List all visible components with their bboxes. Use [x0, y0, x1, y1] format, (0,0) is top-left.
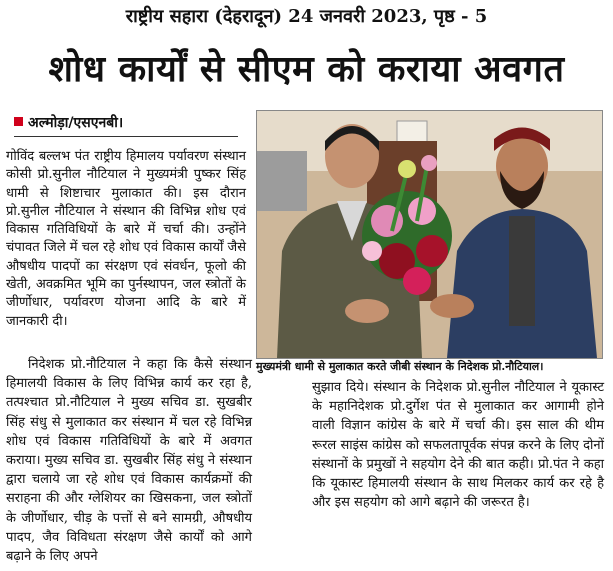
dateline-text: अल्मोड़ा/एसएनबी। [28, 115, 124, 131]
divider [14, 136, 238, 137]
dateline [14, 114, 123, 132]
red-square-icon [14, 117, 23, 126]
photo-illustration [257, 111, 602, 358]
paragraph-1: गोविंद बल्लभ पंत राष्ट्रीय हिमालय पर्यावरण संस्थान कोसी प्रो.सुनील नौटियाल ने मुख्यमंत्री पुष्कर सिंह धामी से शिष्टाचार मुलाकात की। इस दौरान प्रो.सुनील नौटियाल ने संस्थान की विभिन्न शोध एवं विकास गतिविधियों के बारे में चर्चा की। उन्होंने चंपावत जिले में चल रहे शोध एवं विकास कार्यों जैसे औषधीय पादपों का संरक्षण एवं संवर्धन, फूलो की खेती, अवक्रमित भूमि का पुर्नस्थापन, जल स्त्रोतों के जीर्णोधार, पर्यावरण योजना आदि के बारे में जानकारी दी। [6, 149, 246, 329]
paragraph-3: सुझाव दिये। संस्थान के निदेशक प्रो.सुनील नौटियाल ने यूकास्ट के महानिदेशक प्रो.दुर्गेश पंत से मुलाकात कर आगामी होने वाली विज्ञान कांग्रेस के बारे में चर्चा की। इस साल की थीम रूरल साइंस कांग्रेस को सफलतापूर्वक संपन्न करने के लिए दोनों संस्थानों के प्रमुखों ने सहयोग देने की बात कही। प्रो.पंत ने कहा कि यूकास्ट हिमालयी संस्थान के साथ मिलकर कार्य कर रहे है और इस सहयोग को आगे बढ़ाने की जरूरत है। [312, 380, 604, 511]
photo-caption: मुख्यमंत्री धामी से मुलाकात करते जीबी संस्थान के निदेशक प्रो.नौटियाल। [256, 360, 544, 373]
headline: शोध कार्यों से सीएम को कराया अवगत [48, 48, 565, 90]
article-right-column [312, 378, 604, 512]
paragraph-2: निदेशक प्रो.नौटियाल ने कहा कि कैसे संस्थान हिमालयी विकास के लिए विभिन्न कार्य कर रहा है, तत्पश्चात प्रो.नौटियाल ने मुख्य सचिव डा. सुखबीर सिंह संधु से मुलाकात कर संस्थान में चल रहे विभिन्न शोध एवं विकास गतिविधियों के बारे में अवगत कराया। मुख्य सचिव डा. सुखबीर सिंह संधु ने संस्थान द्वारा चलाये जा रहे शोध एवं विकास कार्यक्रमों की सराहना की और ग्लेशियर का खिसकना, जल स्त्रोतों के जीर्णोधार, चीड़ के पत्तों से बने सामग्री, औषधीय पादप, जैव विविधता संरक्षण जैसे कार्यों को आगे बढ़ाने के लिए अपने [6, 357, 252, 565]
masthead: राष्ट्रीय सहारा (देहरादून) 24 जनवरी 2023, पृष्ठ - 5 [125, 6, 488, 27]
news-photo [256, 110, 603, 359]
article-left-column [6, 148, 246, 331]
article-wide-column [6, 355, 252, 566]
